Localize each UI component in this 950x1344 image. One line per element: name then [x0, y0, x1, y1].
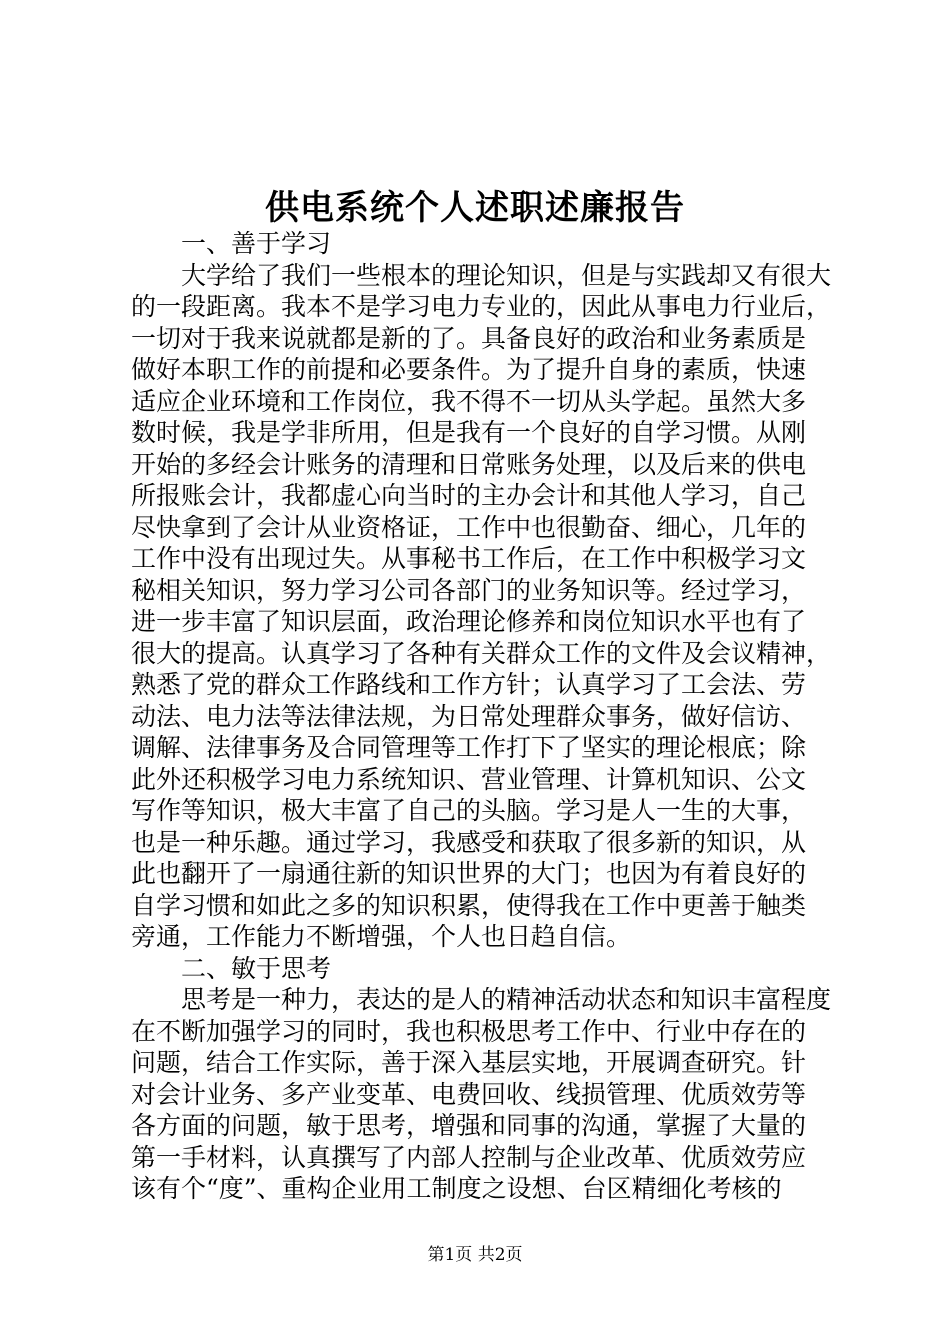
section-heading-1: 一、善于学习	[181, 229, 332, 258]
paragraph-line: 该有个“度”、重构企业用工制度之设想、台区精细化考核的	[131, 1174, 782, 1203]
paragraph-line: 开始的多经会计账务的清理和日常账务处理，以及后来的供电	[131, 449, 807, 479]
paragraph-line: 的一段距离。我本不是学习电力专业的，因此从事电力行业后，	[131, 292, 832, 321]
paragraph-line: 大学给了我们一些根本的理论知识，但是与实践却又有很大	[181, 260, 832, 290]
paragraph-line: 调解、法律事务及合同管理等工作打下了坚实的理论根底；除	[131, 733, 807, 762]
paragraph-line: 自学习惯和如此之多的知识积累，使得我在工作中更善于触类	[131, 890, 807, 920]
paragraph-line: 所报账会计，我都虚心向当时的主办会计和其他人学习，自己	[131, 481, 807, 510]
paragraph-line: 也是一种乐趣。通过学习，我感受和获取了很多新的知识，从	[131, 827, 807, 857]
paragraph-line: 很大的提高。认真学习了各种有关群众工作的文件及会议精神，	[131, 638, 832, 668]
paragraph-line: 对会计业务、多产业变革、电费回收、线损管理、优质效劳等	[131, 1079, 807, 1109]
paragraph-line: 旁通，工作能力不断增强，个人也日趋自信。	[131, 922, 632, 951]
paragraph-line: 尽快拿到了会计从业资格证，工作中也很勤奋、细心，几年的	[131, 512, 807, 542]
paragraph-line: 第一手材料，认真撰写了内部人控制与企业改革、优质效劳应	[131, 1142, 807, 1172]
paragraph-line: 在不断加强学习的同时，我也积极思考工作中、行业中存在的	[131, 1016, 807, 1046]
paragraph-line: 适应企业环境和工作岗位，我不得不一切从头学起。虽然大多	[131, 386, 807, 416]
paragraph-line: 动法、电力法等法律法规，为日常处理群众事务，做好信访、	[131, 701, 807, 731]
paragraph-line: 秘相关知识，努力学习公司各部门的业务知识等。经过学习，	[131, 575, 807, 605]
paragraph-line: 问题，结合工作实际，善于深入基层实地，开展调查研究。针	[131, 1048, 807, 1077]
paragraph-line: 数时候，我是学非所用，但是我有一个良好的自学习惯。从刚	[131, 418, 807, 447]
paragraph-line: 进一步丰富了知识层面，政治理论修养和岗位知识水平也有了	[131, 607, 807, 636]
paragraph-line: 一切对于我来说就都是新的了。具备良好的政治和业务素质是	[131, 323, 807, 353]
page-footer: 第1页 共2页	[427, 1245, 523, 1265]
paragraph-line: 此也翻开了一扇通往新的知识世界的大门；也因为有着良好的	[131, 859, 807, 888]
paragraph-line: 写作等知识，极大丰富了自己的头脑。学习是人一生的大事，	[131, 796, 807, 825]
document-title: 供电系统个人述职述廉报告	[265, 188, 685, 228]
paragraph-line: 思考是一种力，表达的是人的精神活动状态和知识丰富程度	[181, 985, 832, 1014]
section-heading-2: 二、敏于思考	[181, 953, 332, 983]
document-body	[131, 228, 837, 1205]
paragraph-line: 熟悉了党的群众工作路线和工作方针；认真学习了工会法、劳	[131, 670, 807, 699]
paragraph-line: 工作中没有出现过失。从事秘书工作后，在工作中积极学习文	[131, 544, 807, 573]
paragraph-line: 各方面的问题，敏于思考，增强和同事的沟通，掌握了大量的	[131, 1111, 807, 1140]
paragraph-line: 此外还积极学习电力系统知识、营业管理、计算机知识、公文	[131, 764, 807, 794]
paragraph-line: 做好本职工作的前提和必要条件。为了提升自身的素质，快速	[131, 355, 807, 384]
